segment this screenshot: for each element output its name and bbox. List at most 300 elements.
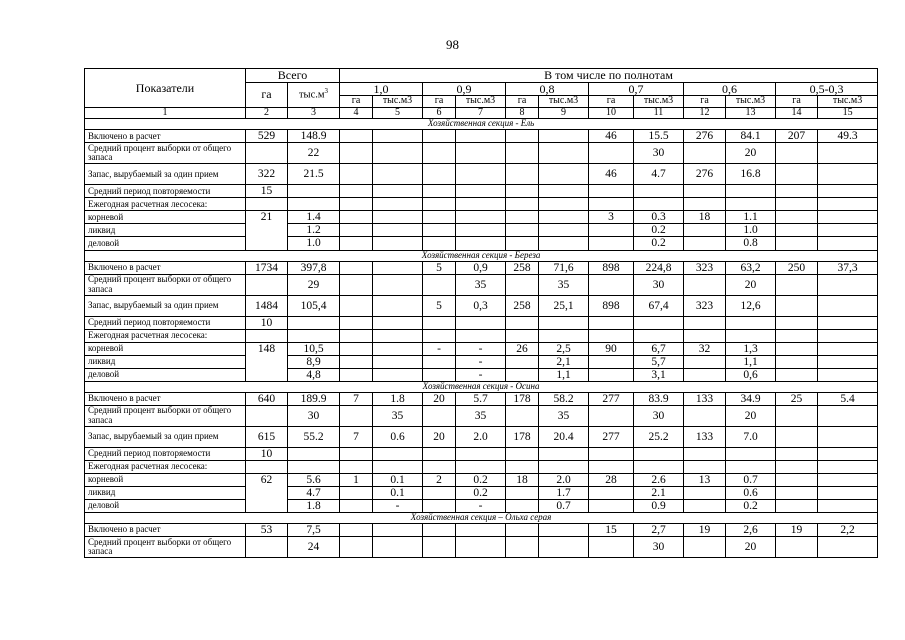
row-label: Средний процент выборки от общего запаса bbox=[85, 405, 246, 426]
table-cell bbox=[818, 164, 878, 185]
table-cell bbox=[340, 295, 373, 316]
table-cell: 323 bbox=[684, 261, 726, 274]
header-density-1: 1,0 bbox=[340, 82, 423, 96]
cell-ha-merged: 21 bbox=[246, 211, 288, 250]
table-row bbox=[85, 405, 878, 426]
table-cell: 83.9 bbox=[634, 392, 684, 405]
table-cell bbox=[539, 185, 589, 198]
table-cell bbox=[373, 164, 423, 185]
table-cell bbox=[288, 460, 340, 473]
table-cell bbox=[818, 500, 878, 513]
row-label: Средний процент выборки от общего запаса bbox=[85, 143, 246, 164]
table-cell: 30 bbox=[634, 274, 684, 295]
table-cell bbox=[818, 274, 878, 295]
table-cell bbox=[373, 237, 423, 250]
table-cell: 22 bbox=[288, 143, 340, 164]
table-cell: 5.7 bbox=[456, 392, 506, 405]
table-cell bbox=[776, 426, 818, 447]
table-cell: 1.0 bbox=[726, 224, 776, 237]
table-cell bbox=[589, 460, 634, 473]
table-cell bbox=[373, 355, 423, 368]
table-cell bbox=[373, 185, 423, 198]
table-cell bbox=[776, 447, 818, 460]
table-cell bbox=[423, 355, 456, 368]
table-cell bbox=[506, 355, 539, 368]
table-cell: 53 bbox=[246, 524, 288, 537]
row-label: ликвид bbox=[85, 224, 246, 237]
table-cell: 0.6 bbox=[373, 426, 423, 447]
row-label: ликвид bbox=[85, 487, 246, 500]
table-cell bbox=[776, 211, 818, 224]
table-cell bbox=[776, 487, 818, 500]
table-cell bbox=[340, 447, 373, 460]
table-cell: 258 bbox=[506, 261, 539, 274]
table-cell bbox=[539, 329, 589, 342]
table-cell bbox=[776, 237, 818, 250]
table-cell: 1.4 bbox=[288, 211, 340, 224]
table-cell bbox=[776, 316, 818, 329]
table-cell: 529 bbox=[246, 130, 288, 143]
table-cell bbox=[539, 237, 589, 250]
table-cell bbox=[684, 329, 726, 342]
header-total-ha: га bbox=[246, 82, 288, 107]
table-cell bbox=[776, 473, 818, 486]
row-label: Средний период повторяемости bbox=[85, 447, 246, 460]
table-cell: 35 bbox=[539, 405, 589, 426]
table-cell: 397,8 bbox=[288, 261, 340, 274]
table-cell bbox=[776, 405, 818, 426]
table-cell bbox=[818, 405, 878, 426]
table-cell bbox=[506, 185, 539, 198]
table-cell: 19 bbox=[684, 524, 726, 537]
row-label: деловой bbox=[85, 368, 246, 381]
column-number: 7 bbox=[456, 107, 506, 119]
table-cell bbox=[423, 164, 456, 185]
header-indicators: Показатели bbox=[85, 69, 246, 108]
table-cell bbox=[373, 342, 423, 355]
table-cell: 2.0 bbox=[539, 473, 589, 486]
table-cell: 1.7 bbox=[539, 487, 589, 500]
table-cell bbox=[506, 130, 539, 143]
table-cell bbox=[373, 261, 423, 274]
table-cell: 1.0 bbox=[288, 237, 340, 250]
section-title: Хозяйственная секция - Береза bbox=[85, 250, 878, 261]
table-cell bbox=[340, 405, 373, 426]
table-cell: 1,3 bbox=[726, 342, 776, 355]
cutting-area-table bbox=[84, 68, 878, 558]
table-row bbox=[85, 392, 878, 405]
row-label: деловой bbox=[85, 237, 246, 250]
table-cell bbox=[506, 211, 539, 224]
table-cell bbox=[589, 185, 634, 198]
table-cell bbox=[340, 487, 373, 500]
table-cell: 20 bbox=[423, 392, 456, 405]
table-cell: 6,7 bbox=[634, 342, 684, 355]
row-label: Ежегодная расчетная лесосека: bbox=[85, 460, 246, 473]
table-cell bbox=[246, 198, 288, 211]
header-volume: тыс.м3 bbox=[373, 96, 423, 108]
column-number-row bbox=[85, 107, 878, 119]
table-cell bbox=[456, 537, 506, 558]
table-cell bbox=[634, 185, 684, 198]
column-number: 3 bbox=[288, 107, 340, 119]
table-cell: 277 bbox=[589, 392, 634, 405]
table-cell bbox=[634, 460, 684, 473]
table-cell bbox=[373, 274, 423, 295]
table-cell bbox=[423, 185, 456, 198]
table-cell bbox=[340, 342, 373, 355]
table-cell: 0.7 bbox=[539, 500, 589, 513]
table-cell bbox=[340, 500, 373, 513]
table-cell bbox=[776, 368, 818, 381]
table-cell bbox=[684, 447, 726, 460]
table-cell bbox=[506, 487, 539, 500]
table-row bbox=[85, 274, 878, 295]
table-cell bbox=[818, 537, 878, 558]
table-cell bbox=[818, 224, 878, 237]
table-cell: 2.6 bbox=[634, 473, 684, 486]
table-cell bbox=[340, 460, 373, 473]
column-number: 14 bbox=[776, 107, 818, 119]
table-cell: 0.8 bbox=[726, 237, 776, 250]
table-cell: 178 bbox=[506, 392, 539, 405]
table-row bbox=[85, 368, 878, 381]
section-title: Хозяйственная секция - Ель bbox=[85, 119, 878, 130]
table-cell bbox=[246, 405, 288, 426]
header-density-2: 0,9 bbox=[423, 82, 506, 96]
table-cell: 20 bbox=[726, 143, 776, 164]
table-cell bbox=[539, 164, 589, 185]
table-cell: 10 bbox=[246, 316, 288, 329]
row-label: Запас, вырубаемый за один прием bbox=[85, 164, 246, 185]
table-cell: 1484 bbox=[246, 295, 288, 316]
table-cell bbox=[423, 524, 456, 537]
table-cell: 25 bbox=[776, 392, 818, 405]
table-cell bbox=[340, 355, 373, 368]
table-cell: 4.7 bbox=[288, 487, 340, 500]
table-cell bbox=[506, 274, 539, 295]
table-cell: 46 bbox=[589, 130, 634, 143]
table-cell: 7 bbox=[340, 392, 373, 405]
table-cell bbox=[373, 295, 423, 316]
table-cell: 323 bbox=[684, 295, 726, 316]
table-row bbox=[85, 237, 878, 250]
table-row bbox=[85, 164, 878, 185]
section-title-row bbox=[85, 250, 878, 261]
table-row bbox=[85, 473, 878, 486]
table-cell: 178 bbox=[506, 426, 539, 447]
table-cell bbox=[423, 130, 456, 143]
table-cell bbox=[684, 316, 726, 329]
table-cell bbox=[684, 355, 726, 368]
table-cell bbox=[373, 447, 423, 460]
table-cell bbox=[589, 143, 634, 164]
table-cell: 20.4 bbox=[539, 426, 589, 447]
table-cell bbox=[288, 447, 340, 460]
table-cell bbox=[818, 368, 878, 381]
table-cell bbox=[539, 524, 589, 537]
table-cell bbox=[456, 211, 506, 224]
table-cell: 0.2 bbox=[634, 224, 684, 237]
table-cell bbox=[539, 198, 589, 211]
table-cell bbox=[423, 237, 456, 250]
table-cell: 4.7 bbox=[634, 164, 684, 185]
table-cell: 35 bbox=[456, 405, 506, 426]
table-cell bbox=[506, 500, 539, 513]
table-cell bbox=[456, 329, 506, 342]
table-cell: 20 bbox=[726, 274, 776, 295]
table-row bbox=[85, 316, 878, 329]
row-label: Включено в расчет bbox=[85, 524, 246, 537]
table-cell: 0,3 bbox=[456, 295, 506, 316]
table-cell bbox=[246, 460, 288, 473]
table-cell: 2,2 bbox=[818, 524, 878, 537]
table-cell: 29 bbox=[288, 274, 340, 295]
table-cell: 35 bbox=[373, 405, 423, 426]
section-title-row bbox=[85, 381, 878, 392]
table-cell bbox=[423, 500, 456, 513]
table-cell: 67,4 bbox=[634, 295, 684, 316]
table-cell bbox=[373, 211, 423, 224]
table-cell: 207 bbox=[776, 130, 818, 143]
table-row bbox=[85, 487, 878, 500]
table-cell: 224,8 bbox=[634, 261, 684, 274]
table-cell: 35 bbox=[539, 274, 589, 295]
table-cell: 5.6 bbox=[288, 473, 340, 486]
table-cell bbox=[423, 368, 456, 381]
table-cell: 1.1 bbox=[726, 211, 776, 224]
table-cell: 49.3 bbox=[818, 130, 878, 143]
table-cell bbox=[506, 164, 539, 185]
table-row bbox=[85, 130, 878, 143]
table-cell: 20 bbox=[726, 405, 776, 426]
row-label: корневой bbox=[85, 342, 246, 355]
table-cell: - bbox=[456, 368, 506, 381]
table-cell: 10,5 bbox=[288, 342, 340, 355]
table-cell bbox=[818, 355, 878, 368]
table-cell: 84.1 bbox=[726, 130, 776, 143]
table-cell bbox=[246, 143, 288, 164]
table-row bbox=[85, 342, 878, 355]
table-cell: 0.2 bbox=[456, 473, 506, 486]
table-cell bbox=[373, 537, 423, 558]
table-cell bbox=[776, 185, 818, 198]
table-cell bbox=[684, 198, 726, 211]
row-label: Ежегодная расчетная лесосека: bbox=[85, 329, 246, 342]
table-cell bbox=[373, 368, 423, 381]
table-cell bbox=[456, 164, 506, 185]
column-number: 4 bbox=[340, 107, 373, 119]
table-cell bbox=[726, 185, 776, 198]
table-cell: 30 bbox=[634, 405, 684, 426]
row-label: корневой bbox=[85, 473, 246, 486]
table-cell bbox=[373, 224, 423, 237]
table-cell bbox=[340, 185, 373, 198]
row-label: Включено в расчет bbox=[85, 130, 246, 143]
table-cell bbox=[340, 368, 373, 381]
table-cell: 4,8 bbox=[288, 368, 340, 381]
table-cell: - bbox=[456, 500, 506, 513]
table-cell: 25.2 bbox=[634, 426, 684, 447]
table-cell bbox=[373, 524, 423, 537]
table-cell bbox=[818, 460, 878, 473]
table-cell: - bbox=[373, 500, 423, 513]
table-cell: 2,7 bbox=[634, 524, 684, 537]
table-cell bbox=[456, 316, 506, 329]
table-cell bbox=[818, 295, 878, 316]
table-cell bbox=[539, 211, 589, 224]
table-cell bbox=[818, 447, 878, 460]
table-cell bbox=[246, 274, 288, 295]
table-cell: 0.1 bbox=[373, 473, 423, 486]
table-cell: 2,5 bbox=[539, 342, 589, 355]
table-cell: 0.9 bbox=[634, 500, 684, 513]
table-cell: 640 bbox=[246, 392, 288, 405]
table-cell: 24 bbox=[288, 537, 340, 558]
table-cell bbox=[818, 185, 878, 198]
table-cell bbox=[506, 368, 539, 381]
table-cell bbox=[776, 460, 818, 473]
table-cell bbox=[539, 447, 589, 460]
table-cell: 2.0 bbox=[456, 426, 506, 447]
table-cell bbox=[818, 473, 878, 486]
table-cell: 7 bbox=[340, 426, 373, 447]
table-cell bbox=[634, 329, 684, 342]
row-label: Средний процент выборки от общего запаса bbox=[85, 537, 246, 558]
table-cell bbox=[818, 143, 878, 164]
header-volume: тыс.м3 bbox=[456, 96, 506, 108]
table-cell bbox=[589, 405, 634, 426]
table-cell bbox=[506, 198, 539, 211]
table-cell bbox=[684, 143, 726, 164]
column-number: 5 bbox=[373, 107, 423, 119]
table-cell bbox=[456, 130, 506, 143]
table-cell: 148.9 bbox=[288, 130, 340, 143]
table-header bbox=[85, 69, 878, 108]
header-density-4: 0,7 bbox=[589, 82, 684, 96]
table-cell: 18 bbox=[684, 211, 726, 224]
header-volume: тыс.м3 bbox=[726, 96, 776, 108]
table-cell bbox=[776, 224, 818, 237]
table-cell bbox=[589, 198, 634, 211]
table-row bbox=[85, 185, 878, 198]
table-cell bbox=[423, 405, 456, 426]
table-cell bbox=[423, 460, 456, 473]
table-cell: 16.8 bbox=[726, 164, 776, 185]
table-cell: 0.2 bbox=[456, 487, 506, 500]
table-cell bbox=[456, 460, 506, 473]
table-cell bbox=[539, 224, 589, 237]
table-cell bbox=[340, 224, 373, 237]
table-row bbox=[85, 426, 878, 447]
table-cell: 133 bbox=[684, 392, 726, 405]
table-cell bbox=[506, 316, 539, 329]
table-cell bbox=[818, 342, 878, 355]
table-cell: 1,1 bbox=[726, 355, 776, 368]
table-cell: 63,2 bbox=[726, 261, 776, 274]
column-number: 11 bbox=[634, 107, 684, 119]
table-cell bbox=[776, 500, 818, 513]
row-label: Включено в расчет bbox=[85, 392, 246, 405]
table-cell bbox=[539, 460, 589, 473]
table-cell bbox=[340, 316, 373, 329]
table-cell bbox=[506, 537, 539, 558]
table-cell: 0.7 bbox=[726, 473, 776, 486]
header-volume: тыс.м3 bbox=[539, 96, 589, 108]
row-label: Средний период повторяемости bbox=[85, 316, 246, 329]
table-row bbox=[85, 355, 878, 368]
table-cell bbox=[340, 237, 373, 250]
table-cell bbox=[340, 198, 373, 211]
column-number: 13 bbox=[726, 107, 776, 119]
table-cell: 0.2 bbox=[634, 237, 684, 250]
table-cell bbox=[340, 143, 373, 164]
table-cell bbox=[423, 329, 456, 342]
table-cell: 2 bbox=[423, 473, 456, 486]
table-cell: 1.2 bbox=[288, 224, 340, 237]
table-cell bbox=[340, 537, 373, 558]
row-label: Запас, вырубаемый за один прием bbox=[85, 295, 246, 316]
header-ha: га bbox=[589, 96, 634, 108]
table-cell bbox=[726, 447, 776, 460]
table-cell bbox=[288, 185, 340, 198]
table-cell: 0.2 bbox=[726, 500, 776, 513]
table-cell bbox=[423, 537, 456, 558]
table-cell: 30 bbox=[634, 537, 684, 558]
table-cell bbox=[506, 447, 539, 460]
table-cell bbox=[776, 537, 818, 558]
header-including-by-density: В том числе по полнотам bbox=[340, 69, 878, 83]
table-cell bbox=[456, 524, 506, 537]
table-cell bbox=[506, 405, 539, 426]
table-cell: 13 bbox=[684, 473, 726, 486]
table-cell: 5 bbox=[423, 261, 456, 274]
table-cell bbox=[373, 143, 423, 164]
row-label: Включено в расчет bbox=[85, 261, 246, 274]
table-cell bbox=[684, 224, 726, 237]
row-label: ликвид bbox=[85, 355, 246, 368]
table-cell bbox=[684, 405, 726, 426]
table-cell: 25,1 bbox=[539, 295, 589, 316]
table-cell bbox=[340, 164, 373, 185]
table-cell: 8,9 bbox=[288, 355, 340, 368]
table-cell: 20 bbox=[726, 537, 776, 558]
table-row bbox=[85, 295, 878, 316]
table-cell bbox=[456, 185, 506, 198]
table-cell bbox=[340, 261, 373, 274]
table-cell: 26 bbox=[506, 342, 539, 355]
table-row bbox=[85, 329, 878, 342]
table-cell bbox=[423, 224, 456, 237]
table-cell: 258 bbox=[506, 295, 539, 316]
table-cell bbox=[589, 355, 634, 368]
table-cell: 34.9 bbox=[726, 392, 776, 405]
table-cell bbox=[589, 447, 634, 460]
table-cell bbox=[589, 237, 634, 250]
table-cell bbox=[776, 198, 818, 211]
table-cell bbox=[684, 274, 726, 295]
row-label: корневой bbox=[85, 211, 246, 224]
table-row bbox=[85, 460, 878, 473]
table-cell: 30 bbox=[288, 405, 340, 426]
table-row bbox=[85, 198, 878, 211]
table-cell bbox=[726, 329, 776, 342]
table-cell bbox=[726, 198, 776, 211]
column-number: 8 bbox=[506, 107, 539, 119]
table-cell: 276 bbox=[684, 164, 726, 185]
table-row bbox=[85, 537, 878, 558]
table-cell bbox=[423, 198, 456, 211]
